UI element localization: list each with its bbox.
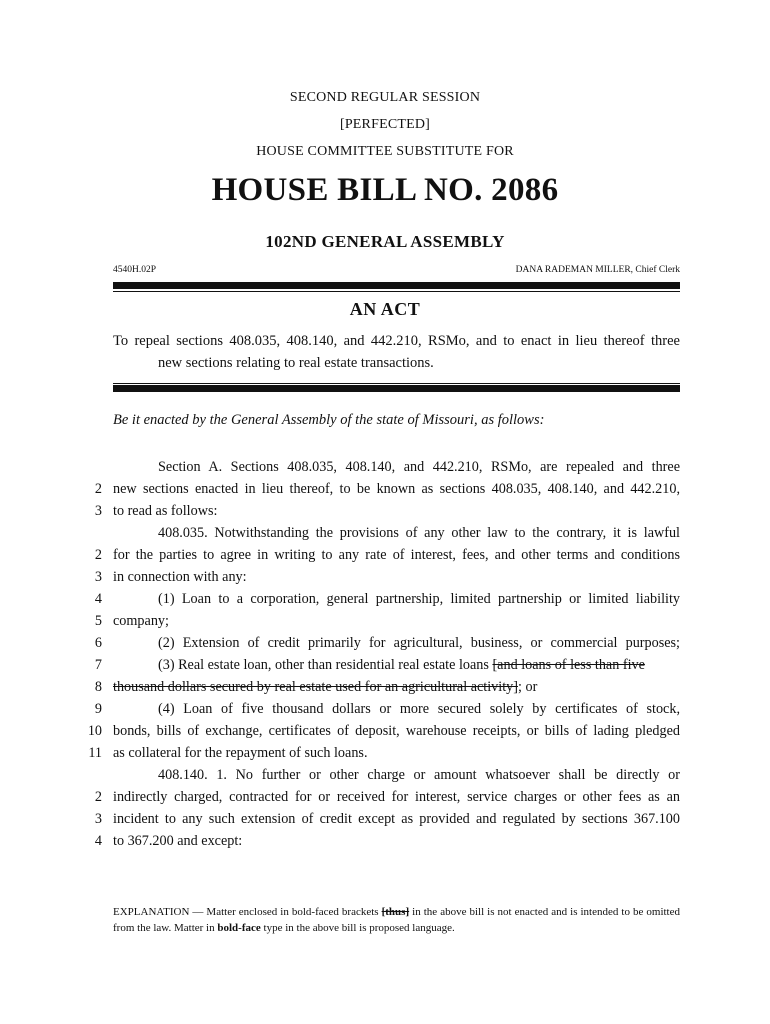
assembly-heading: 102ND GENERAL ASSEMBLY xyxy=(265,232,505,251)
line-text: incident to any such extension of credit except as provided and regulated by sections 367.100 xyxy=(113,811,680,827)
line-number: 10 xyxy=(87,723,102,739)
line-text-after: ; or xyxy=(517,679,538,695)
explanation-middle: in the above bill is not enacted and is intended to be omitted from the law. Matter in xyxy=(113,906,680,934)
bill-text-line xyxy=(113,544,680,566)
line-number: 9 xyxy=(94,701,102,717)
bill-text-line xyxy=(113,610,680,632)
explanation-strike-example: [thus] xyxy=(381,906,410,918)
session-heading: SECOND REGULAR SESSION xyxy=(289,90,481,105)
bill-text-line xyxy=(113,742,680,764)
enacting-clause: Be it enacted by the General Assembly of the state of Missouri, as follows: xyxy=(113,412,545,428)
act-title: AN ACT xyxy=(349,299,421,319)
line-text: 408.140. 1. No further or other charge or amount whatsoever shall be directly or xyxy=(158,767,680,783)
line-text: 408.035. Notwithstanding the provisions of any other law to the contrary, it is lawful xyxy=(158,525,680,541)
top-rule-thin xyxy=(113,291,680,292)
bill-text-line xyxy=(113,808,680,830)
bill-text-line xyxy=(113,522,680,544)
line-text: in connection with any: xyxy=(113,569,247,585)
perfected-heading: [PERFECTED] xyxy=(339,117,431,132)
bill-text-line xyxy=(113,764,680,786)
explanation-note xyxy=(113,904,680,936)
line-text: bonds, bills of exchange, certificates of deposit, warehouse receipts, or bills of lading pledged xyxy=(113,723,680,739)
bill-text-line xyxy=(113,786,680,808)
substitute-heading: HOUSE COMMITTEE SUBSTITUTE FOR xyxy=(256,144,514,159)
line-number xyxy=(70,456,102,478)
bill-text-line xyxy=(113,632,680,654)
act-purpose-line-2: new sections relating to real estate transactions. xyxy=(158,355,434,371)
bill-text-line xyxy=(113,478,680,500)
line-text: as collateral for the repayment of such loans. xyxy=(113,745,368,761)
line-text: (2) Extension of credit primarily for agricultural, business, or commercial purposes; xyxy=(158,635,680,651)
line-number: 3 xyxy=(94,811,102,827)
line-number: 2 xyxy=(94,789,102,805)
line-number xyxy=(70,522,102,544)
chief-clerk: DANA RADEMAN MILLER, Chief Clerk xyxy=(515,265,680,275)
line-text: company; xyxy=(113,613,169,629)
line-text: (4) Loan of five thousand dollars or more secured solely by certificates of stock, xyxy=(158,701,680,717)
line-number: 7 xyxy=(94,657,102,673)
line-text: new sections enacted in lieu thereof, to be known as sections 408.035, 408.140, and 442.210, xyxy=(113,481,680,497)
explanation-end: type in the above bill is proposed language. xyxy=(260,922,455,934)
line-text: to read as follows: xyxy=(113,503,218,519)
bill-text-line xyxy=(113,566,680,588)
line-text: indirectly charged, contracted for or received for interest, service charges or other fees as an xyxy=(113,789,680,805)
line-text: Section A. Sections 408.035, 408.140, and 442.210, RSMo, are repealed and three xyxy=(158,459,680,475)
line-number: 4 xyxy=(94,591,102,607)
explanation-bold-word: bold-face xyxy=(217,922,261,934)
line-number: 2 xyxy=(94,547,102,563)
mid-rule-thin xyxy=(113,383,680,384)
struck-text: thousand dollars secured by real estate used for an agricultural activity] xyxy=(113,679,518,695)
explanation-lead: EXPLANATION — Matter enclosed in bold-faced brackets xyxy=(113,906,382,918)
line-text: (3) Real estate loan, other than residential real estate loans xyxy=(158,657,493,673)
bill-text-line xyxy=(113,500,680,522)
line-text: (1) Loan to a corporation, general partnership, limited partnership or limited liability xyxy=(158,591,680,607)
line-text: to 367.200 and except: xyxy=(113,833,243,849)
bill-text-line xyxy=(113,588,680,610)
bill-text-line xyxy=(113,830,680,852)
line-number: 5 xyxy=(94,613,102,629)
act-purpose-line-1: To repeal sections 408.035, 408.140, and 442.210, RSMo, and to enact in lieu thereof three xyxy=(113,333,680,349)
bill-text-line xyxy=(113,456,680,478)
line-number: 2 xyxy=(94,481,102,497)
struck-text: [and loans of less than five xyxy=(492,657,645,673)
doc-code: 4540H.02P xyxy=(113,265,157,275)
line-number: 6 xyxy=(94,635,102,651)
line-number: 8 xyxy=(94,679,102,695)
line-number: 3 xyxy=(94,503,102,519)
mid-rule-thick xyxy=(113,385,680,392)
bill-title: HOUSE BILL NO. 2086 xyxy=(211,172,559,208)
line-text: for the parties to agree in writing to any rate of interest, fees, and other terms and conditions xyxy=(113,547,680,563)
line-number xyxy=(70,764,102,786)
bill-text-line xyxy=(113,720,680,742)
line-number: 4 xyxy=(94,833,102,849)
line-number: 11 xyxy=(88,745,102,761)
bill-text-line xyxy=(113,676,680,698)
line-number: 3 xyxy=(94,569,102,585)
top-rule-thick xyxy=(113,282,680,289)
bill-text-line xyxy=(113,654,680,676)
bill-text-line xyxy=(113,698,680,720)
